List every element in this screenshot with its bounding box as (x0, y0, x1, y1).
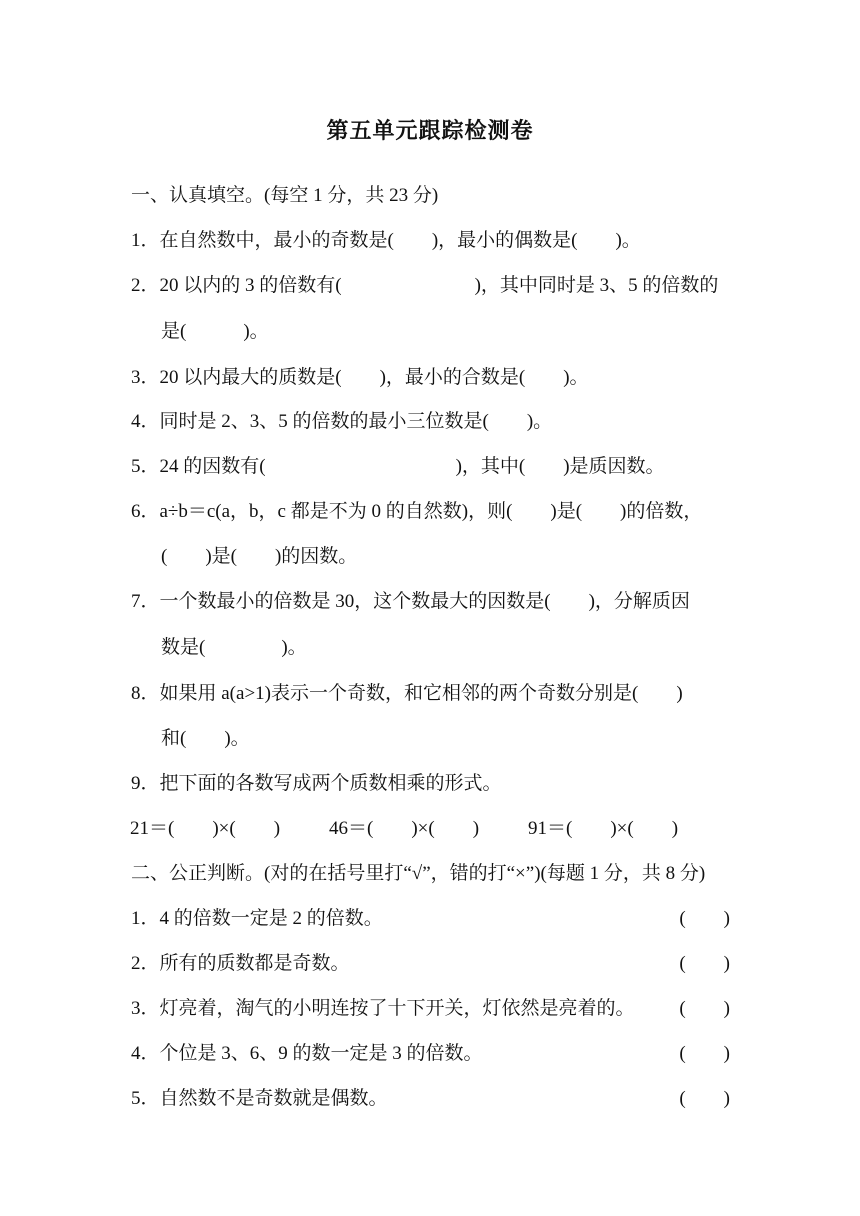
question-3: 3．20 以内最大的质数是( )，最小的合数是( )。 (131, 367, 589, 388)
answer-parentheses: ( ) (679, 998, 730, 1019)
judge-item (131, 905, 730, 933)
judge-item (131, 995, 730, 1023)
question-2-line-2: 是( )。 (161, 321, 269, 342)
question-6-line-2: ( )是( )的因数。 (161, 546, 358, 567)
question-8-line-1: 8．如果用 a(a>1)表示一个奇数，和它相邻的两个奇数分别是( ) (131, 683, 683, 704)
section-1-heading: 一、认真填空。(每空 1 分，共 23 分) (131, 185, 439, 206)
judge-item (131, 950, 730, 978)
judge-item-text: 1．4 的倍数一定是 2 的倍数。 (131, 908, 383, 929)
question-4: 4．同时是 2、3、5 的倍数的最小三位数是( )。 (131, 411, 553, 432)
question-7-line-2: 数是( )。 (161, 637, 307, 658)
question-9: 9．把下面的各数写成两个质数相乘的形式。 (131, 773, 502, 794)
judge-item-text: 4．个位是 3、6、9 的数一定是 3 的倍数。 (131, 1043, 483, 1064)
judge-item-text: 2．所有的质数都是奇数。 (131, 953, 350, 974)
question-1: 1．在自然数中，最小的奇数是( )，最小的偶数是( )。 (131, 230, 641, 251)
section-2-heading: 二、公正判断。(对的在括号里打“√”，错的打“×”)(每题 1 分，共 8 分) (131, 863, 706, 884)
answer-parentheses: ( ) (679, 908, 730, 929)
question-6-line-1: 6．a÷b＝c(a，b，c 都是不为 0 的自然数)，则( )是( )的倍数， (131, 501, 703, 522)
question-7-line-1: 7．一个数最小的倍数是 30，这个数最大的因数是( )，分解质因 (131, 591, 690, 612)
question-9-item-46: 46＝( )×( ) (329, 818, 480, 839)
question-8-line-2: 和( )。 (161, 728, 250, 749)
answer-parentheses: ( ) (679, 1088, 730, 1109)
question-9-item-21: 21＝( )×( ) (130, 818, 281, 839)
question-2-line-1: 2．20 以内的 3 的倍数有( )，其中同时是 3、5 的倍数的 (131, 275, 719, 296)
judge-item-text: 5．自然数不是奇数就是偶数。 (131, 1088, 388, 1109)
judge-item-text: 3．灯亮着，淘气的小明连按了十下开关，灯依然是亮着的。 (131, 998, 635, 1019)
answer-parentheses: ( ) (679, 953, 730, 974)
answer-parentheses: ( ) (679, 1043, 730, 1064)
page-title: 第五单元跟踪检测卷 (326, 119, 534, 144)
judge-item (131, 1085, 730, 1113)
question-5: 5．24 的因数有( )，其中( )是质因数。 (131, 456, 665, 477)
question-9-item-91: 91＝( )×( ) (528, 818, 679, 839)
judge-item (131, 1040, 730, 1068)
